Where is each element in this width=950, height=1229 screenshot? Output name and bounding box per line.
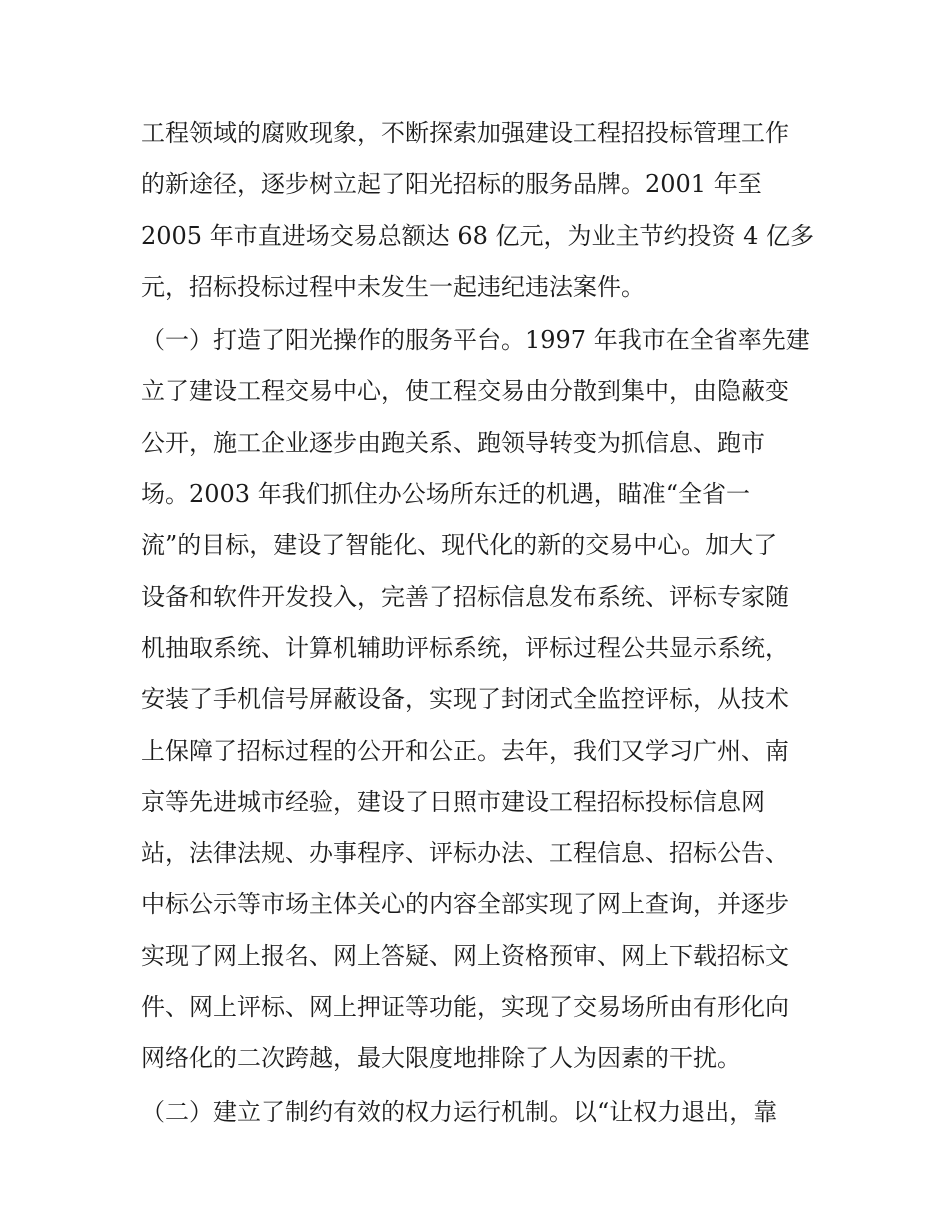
text-line: 机抽取系统、计算机辅助评标系统，评标过程公共显示系统，: [141, 633, 789, 662]
text-line: 上保障了招标过程的公开和公正。去年，我们又学习广州、南: [141, 736, 789, 765]
text-line: 京等先进城市经验，建设了日照市建设工程招标投标信息网: [141, 787, 765, 816]
text-line: 设备和软件开发投入，完善了招标信息发布系统、评标专家随: [141, 582, 789, 611]
text-line: 流”的目标，建设了智能化、现代化的新的交易中心。加大了: [141, 531, 778, 560]
text-line: 场。2003 年我们抓住办公场所东迁的机遇，瞄准“全省一: [141, 480, 750, 509]
text-line: 工程领域的腐败现象，不断探索加强建设工程招投标管理工作: [141, 119, 789, 147]
text-line: 立了建设工程交易中心，使工程交易由分散到集中，由隐蔽变: [141, 377, 789, 406]
text-line: 实现了网上报名、网上答疑、网上资格预审、网上下载招标文: [141, 941, 789, 970]
text-line: 公开，施工企业逐步由跑关系、跑领导转变为抓信息、跑市: [141, 428, 765, 457]
text-line: 件、网上评标、网上押证等功能，实现了交易场所由有形化向: [141, 993, 789, 1022]
text-line: 安装了手机信号屏蔽设备，实现了封闭式全监控评标，从技术: [141, 685, 789, 714]
text-line: 2005 年市直进场交易总额达 68 亿元，为业主节约投资 4 亿多: [141, 221, 815, 250]
text-line: 中标公示等市场主体关心的内容全部实现了网上查询，并逐步: [141, 890, 789, 919]
section-heading-line: （一）打造了阳光操作的服务平台。1997 年我市在全省率先建: [141, 326, 810, 355]
body-text: [141, 108, 831, 1138]
text-line: 的新途径，逐步树立起了阳光招标的服务品牌。2001 年至: [141, 170, 762, 199]
text-line: 站，法律法规、办事程序、评标办法、工程信息、招标公告、: [141, 839, 789, 868]
text-line: 元，招标投标过程中未发生一起违纪违法案件。: [141, 272, 645, 301]
text-line: 网络化的二次跨越，最大限度地排除了人为因素的干扰。: [141, 1044, 741, 1073]
section-heading-line: （二）建立了制约有效的权力运行机制。以“让权力退出，靠: [141, 1097, 778, 1126]
